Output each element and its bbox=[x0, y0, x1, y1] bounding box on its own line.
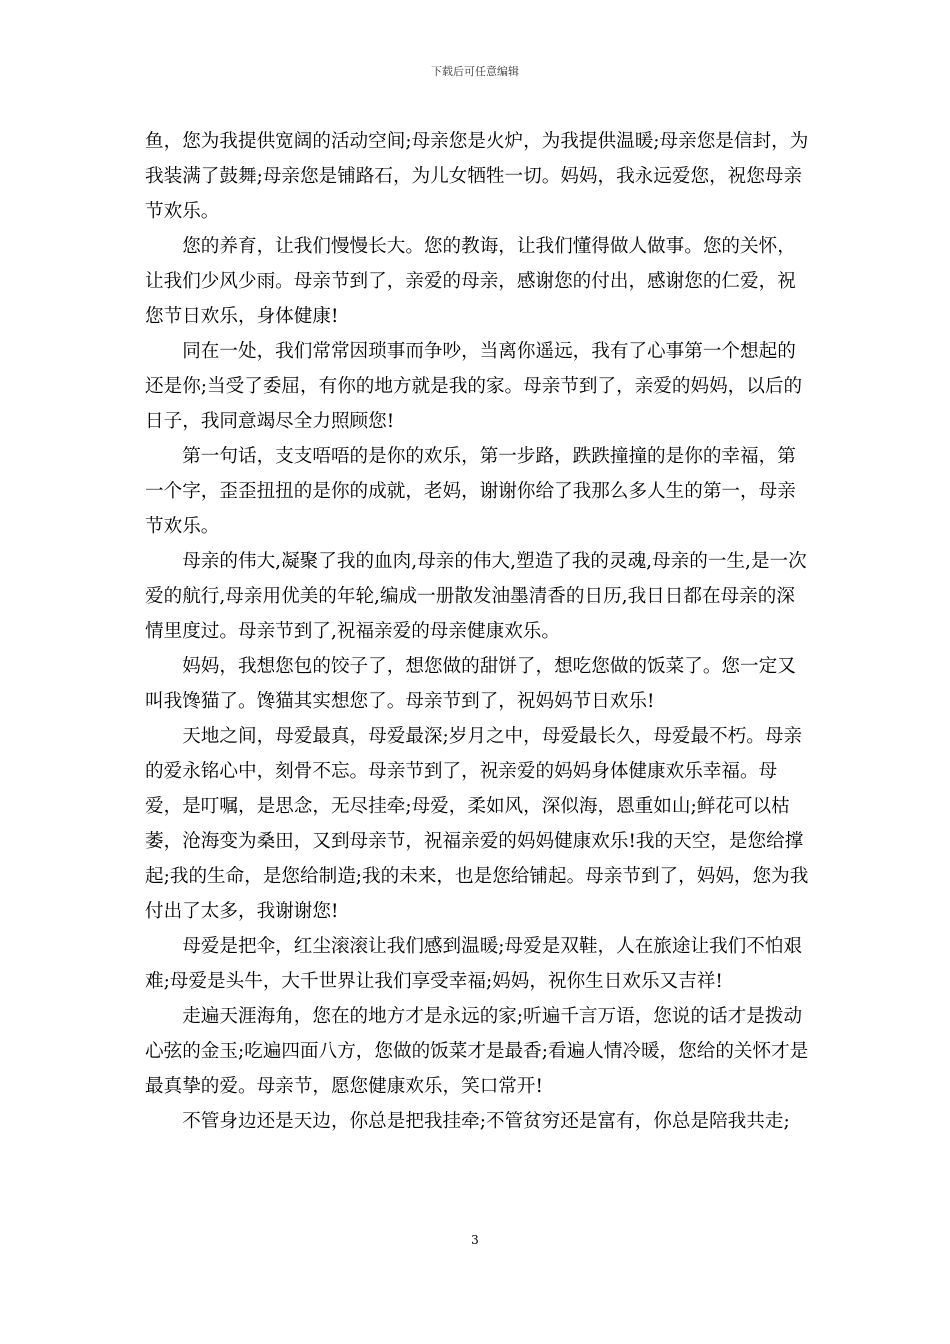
paragraph-7: 天地之间，母爱最真，母爱最深;岁月之中，母爱最长久，母爱最不朽。母亲的爱永铭心中，刻骨不忘。母亲节到了，祝亲爱的妈妈身体健康欢乐幸福。母爱，是叮嘱，是思念，无尽挂牵;母爱，柔如风，深似海，恩重如山;鲜花可以枯萎，沧海变为桑田，又到母亲节，祝福亲爱的妈妈健康欢乐!我的天空，是您给撑起;我的生命，是您给制造;我的未来，也是您给铺起。母亲节到了，妈妈，您为我付出了太多，我谢谢您! bbox=[145, 726, 809, 922]
paragraph-9: 走遍天涯海角，您在的地方才是永远的家;听遍千言万语，您说的话才是拨动心弦的金玉;吃遍四面八方，您做的饭菜才是最香;看遍人情冷暖，您给的关怀才是最真挚的爱。母亲节，愿您健康欢乐，笑口常开! bbox=[145, 1006, 809, 1097]
paragraph-5: 母亲的伟大,凝聚了我的血肉,母亲的伟大,塑造了我的灵魂,母亲的一生,是一次爱的航行,母亲用优美的年轮,编成一册散发油墨清香的日历,我日日都在母亲的深情里度过。母亲节到了,祝福亲爱的母亲健康欢乐。 bbox=[145, 551, 807, 642]
page-header: 下载后可任意编辑 bbox=[431, 65, 519, 78]
paragraph-8: 母爱是把伞，红尘滚滚让我们感到温暖;母爱是双鞋，人在旅途让我们不怕艰难;母爱是头牛，大千世界让我们享受幸福;妈妈，祝你生日欢乐又吉祥! bbox=[145, 936, 803, 992]
page-number: 3 bbox=[471, 1233, 479, 1247]
paragraph-2: 您的养育，让我们慢慢长大。您的教诲，让我们懂得做人做事。您的关怀，让我们少风少雨。母亲节到了，亲爱的母亲，感谢您的付出，感谢您的仁爱，祝您节日欢乐，身体健康! bbox=[145, 236, 796, 327]
paragraph-6: 妈妈，我想您包的饺子了，想您做的甜饼了，想吃您做的饭菜了。您一定又叫我馋猫了。馋猫其实想您了。母亲节到了，祝妈妈节日欢乐! bbox=[145, 656, 796, 712]
paragraph-10: 不管身边还是天边，你总是把我挂牵;不管贫穷还是富有，你总是陪我共走; bbox=[182, 1111, 790, 1132]
paragraph-3: 同在一处，我们常常因琐事而争吵，当离你遥远，我有了心事第一个想起的还是你;当受了委屈，有你的地方就是我的家。母亲节到了，亲爱的妈妈，以后的日子，我同意竭尽全力照顾您! bbox=[145, 341, 803, 432]
body-text bbox=[145, 124, 810, 1139]
paragraph-1: 鱼，您为我提供宽阔的活动空间;母亲您是火炉，为我提供温暖;母亲您是信封，为我装满了鼓舞;母亲您是铺路石，为儿女牺牲一切。妈妈，我永远爱您，祝您母亲节欢乐。 bbox=[145, 131, 809, 222]
paragraph-4: 第一句话，支支唔唔的是你的欢乐，第一步路，跌跌撞撞的是你的幸福，第一个字，歪歪扭扭的是你的成就，老妈，谢谢你给了我那么多人生的第一，母亲节欢乐。 bbox=[145, 446, 796, 537]
